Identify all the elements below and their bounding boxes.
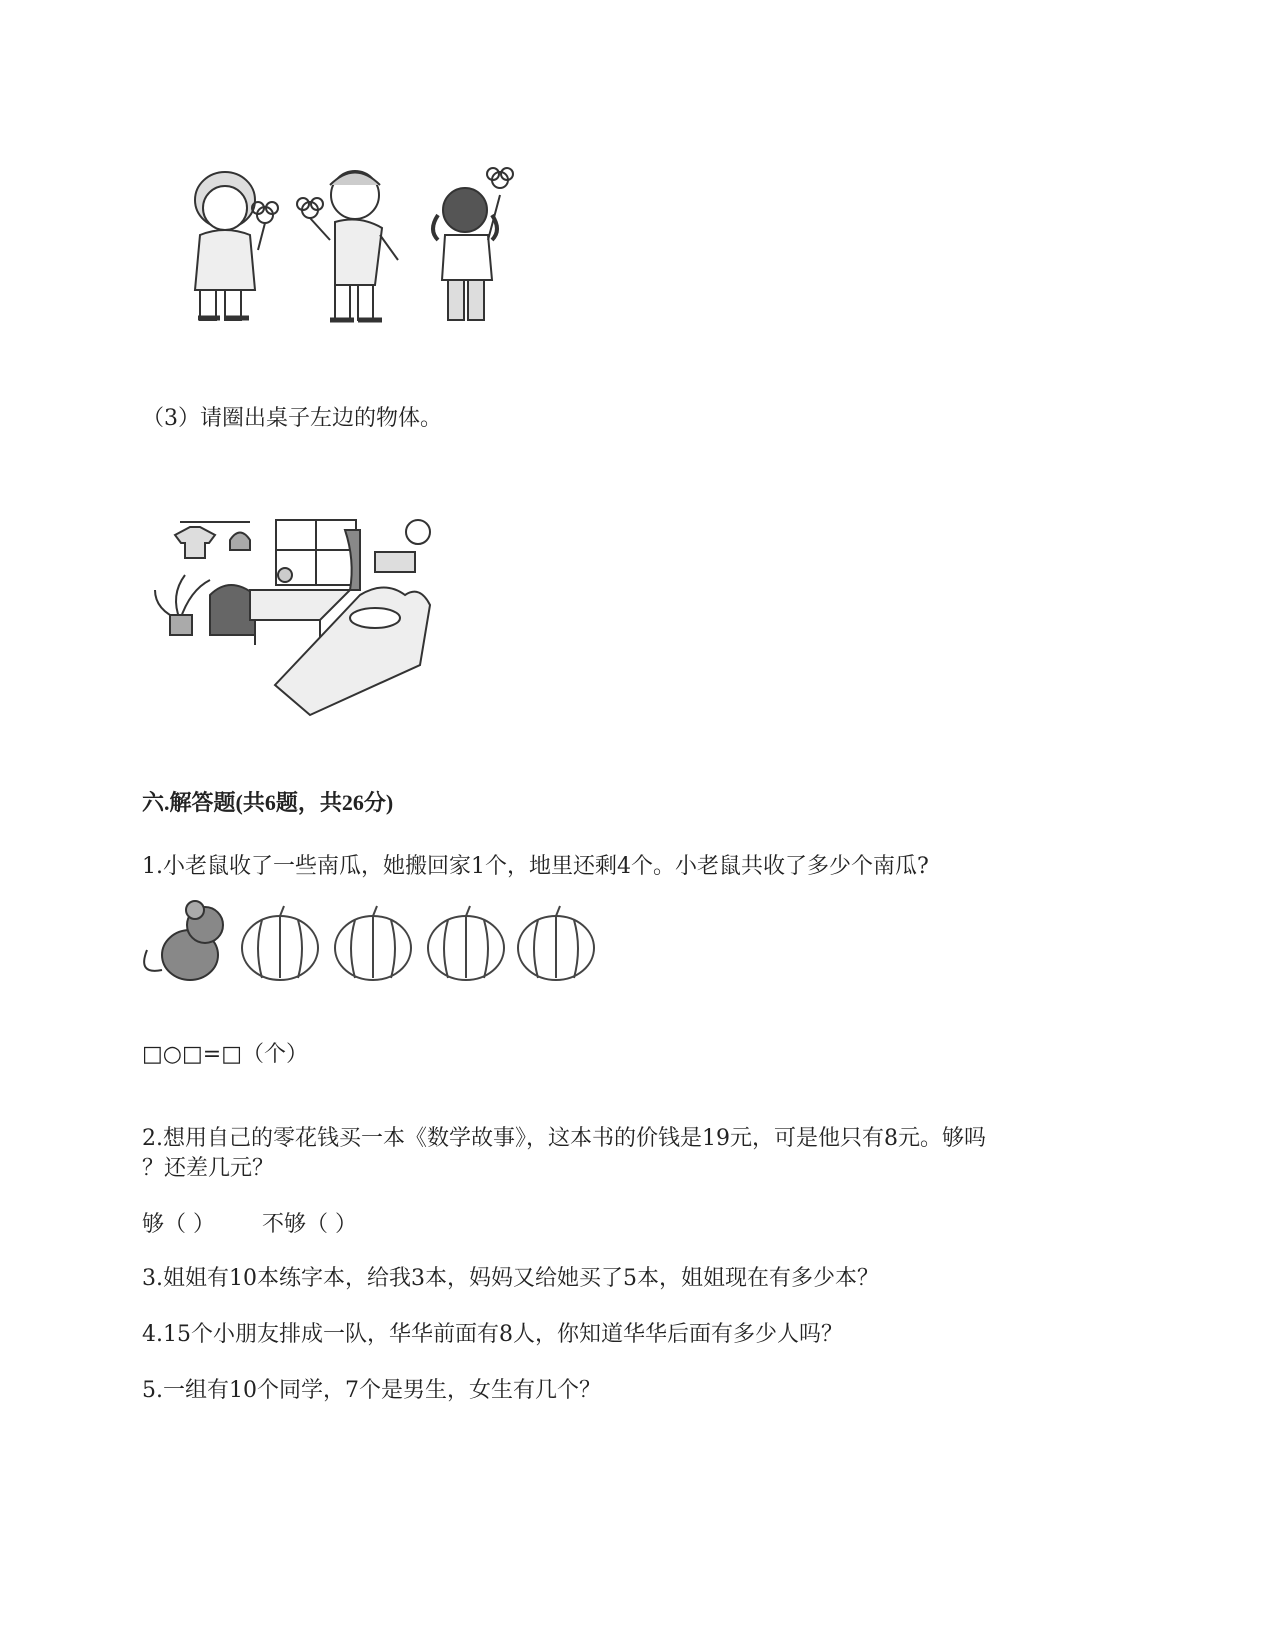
problem-2-line-1: 2.想用自己的零花钱买一本《数学故事》，这本书的价钱是19元，可是他只有8元。够吗 <box>142 1126 986 1151</box>
problem-2-line-2: ？还差几元？ <box>142 1156 275 1181</box>
problem-4-text: 4.15个小朋友排成一队，华华前面有8人，你知道华华后面有多少人吗？ <box>142 1322 843 1347</box>
children-illustration <box>170 160 540 340</box>
mouse-pumpkins-illustration <box>140 900 600 990</box>
problem-3-text: 3.姐姐有10本练字本，给我3本，妈妈又给她买了5本，姐姐现在有多少本？ <box>142 1266 879 1291</box>
children-drawing <box>170 160 540 340</box>
problem-5-text: 5.一组有10个同学，7个是男生，女生有几个？ <box>142 1378 601 1403</box>
mouse-pumpkins-drawing <box>140 900 600 990</box>
problem-2-choice-yes[interactable]: 够（ ） <box>142 1212 215 1237</box>
room-drawing <box>150 510 440 720</box>
problem-1-formula: □○□=□（个） <box>142 1042 308 1067</box>
room-illustration <box>150 510 440 720</box>
section-6-heading: 六.解答题(共6题，共26分) <box>142 790 394 815</box>
question-3-text: （3）请圈出桌子左边的物体。 <box>142 406 442 431</box>
problem-2-choice-no[interactable]: 不够（ ） <box>262 1212 357 1237</box>
problem-1-text: 1.小老鼠收了一些南瓜，她搬回家1个，地里还剩4个。小老鼠共收了多少个南瓜? <box>142 854 929 879</box>
